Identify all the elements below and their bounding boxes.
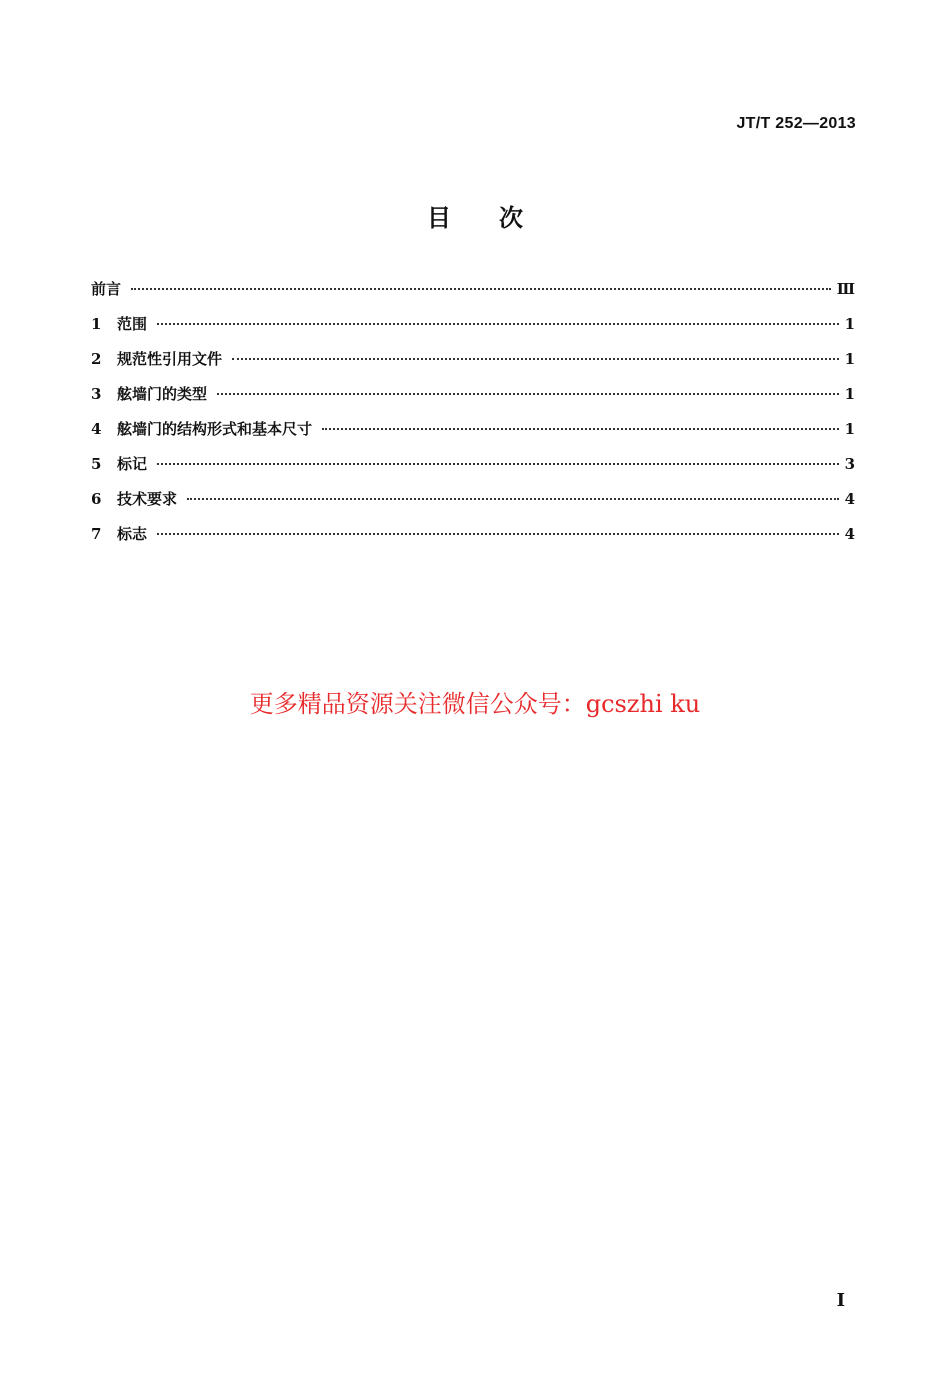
toc-entry-1[interactable] [91,313,855,348]
toc-number: 6 [91,490,102,508]
toc-entry-3[interactable] [91,383,855,418]
toc-entry-7[interactable] [91,523,855,558]
toc-leader [157,463,839,465]
toc-entry-4[interactable] [91,418,855,453]
standard-code: JT/T 252—2013 [736,115,856,132]
toc-label: 前言 [91,280,122,298]
toc-label: 舷墙门的结构形式和基本尺寸 [117,420,313,438]
page-title: 目次 [427,204,571,232]
toc-number: 4 [91,420,102,438]
toc-leader [157,533,839,535]
promo-banner: 更多精品资源关注微信公众号：gcszhi ku [249,690,701,718]
toc-number: 7 [91,525,102,543]
toc-leader [131,288,831,290]
toc-leader [157,323,839,325]
toc-leader [187,498,839,500]
toc-page-number: Ⅲ [836,280,855,298]
toc-page-number: 4 [844,490,855,508]
toc-entry-foreword[interactable] [91,278,855,313]
toc-page-number: 4 [844,525,855,543]
toc-page-number: 1 [844,350,855,368]
toc-number: 2 [91,350,102,368]
table-of-contents [91,278,855,558]
toc-leader [217,393,839,395]
toc-label: 范围 [117,315,148,333]
toc-entry-5[interactable] [91,453,855,488]
toc-page-number: 1 [844,315,855,333]
toc-label: 技术要求 [117,490,178,508]
toc-label: 标记 [117,455,148,473]
toc-label: 规范性引用文件 [117,350,223,368]
toc-entry-2[interactable] [91,348,855,383]
toc-label: 标志 [117,525,148,543]
toc-entry-6[interactable] [91,488,855,523]
toc-label: 舷墙门的类型 [117,385,208,403]
toc-page-number: 1 [844,385,855,403]
toc-number: 1 [91,315,102,333]
page-number: I [836,1290,845,1311]
toc-page-number: 3 [844,455,855,473]
toc-number: 5 [91,455,102,473]
toc-leader [232,358,839,360]
toc-number: 3 [91,385,102,403]
toc-leader [322,428,839,430]
toc-page-number: 1 [844,420,855,438]
